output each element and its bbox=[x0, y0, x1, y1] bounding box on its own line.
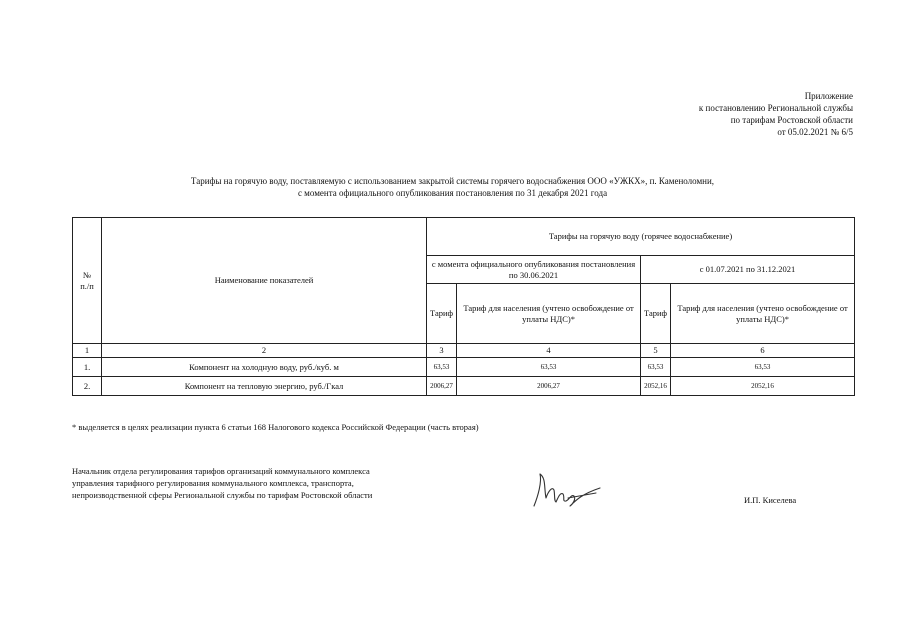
appendix-header bbox=[699, 90, 853, 138]
header-tariff-pop-text: Тариф для населения (учтено освобождение от уплаты НДС)* bbox=[677, 302, 848, 324]
position-line: непроизводственной сферы Региональной службы по тарифам Ростовской области bbox=[72, 490, 373, 500]
appendix-line: по тарифам Ростовской области bbox=[730, 115, 853, 125]
header-group bbox=[427, 218, 855, 256]
col-number: 3 bbox=[427, 344, 457, 358]
col-number: 5 bbox=[641, 344, 671, 358]
header-name-text: Наименование показателей bbox=[214, 275, 314, 285]
tariffs-table bbox=[72, 217, 855, 396]
title-line-2: с момента официального опубликования постановления по 31 декабря 2021 года bbox=[297, 188, 608, 198]
position-line: Начальник отдела регулирования тарифов организаций коммунального комплекса bbox=[72, 466, 370, 476]
header-period-2-text: с 01.07.2021 по 31.12.2021 bbox=[699, 264, 796, 274]
table-row bbox=[73, 377, 855, 396]
header-period-1 bbox=[427, 256, 641, 284]
row-value: 2006,27 bbox=[427, 377, 457, 396]
header-tariff-pop-1 bbox=[457, 284, 641, 344]
row-value: 63,53 bbox=[457, 358, 641, 377]
header-num bbox=[73, 218, 102, 344]
header-num-text: № п./п bbox=[80, 269, 94, 291]
document-title bbox=[0, 175, 905, 199]
header-group-text: Тарифы на горячую воду (горячее водоснабжение) bbox=[548, 231, 733, 241]
header-tariff-pop-text: Тариф для населения (учтено освобождение от уплаты НДС)* bbox=[463, 302, 634, 324]
signatory-position bbox=[72, 465, 372, 501]
header-tariff-1 bbox=[427, 284, 457, 344]
handwritten-signature bbox=[530, 468, 605, 510]
col-number: 1 bbox=[73, 344, 102, 358]
row-value: 2006,27 bbox=[457, 377, 641, 396]
col-number: 4 bbox=[457, 344, 641, 358]
header-tariff-text: Тариф bbox=[644, 308, 668, 318]
table-row bbox=[73, 358, 855, 377]
signer-name: И.П. Киселева bbox=[744, 495, 797, 505]
row-value: 63,53 bbox=[671, 358, 855, 377]
position-line: управления тарифного регулирования коммунального комплекса, транспорта, bbox=[72, 478, 354, 488]
row-value: 63,53 bbox=[641, 358, 671, 377]
row-value: 63,53 bbox=[427, 358, 457, 377]
row-name: Компонент на тепловую энергию, руб./Гкал bbox=[102, 377, 427, 396]
header-tariff-pop-2 bbox=[671, 284, 855, 344]
row-num: 1. bbox=[73, 358, 102, 377]
col-number: 6 bbox=[671, 344, 855, 358]
column-numbers-row bbox=[73, 344, 855, 358]
row-num: 2. bbox=[73, 377, 102, 396]
footnote: * выделяется в целях реализации пункта 6 статьи 168 Налогового кодекса Российской Федерации (часть вторая) bbox=[72, 422, 479, 432]
row-value: 2052,16 bbox=[671, 377, 855, 396]
header-tariff-2 bbox=[641, 284, 671, 344]
header-name bbox=[102, 218, 427, 344]
col-number: 2 bbox=[102, 344, 427, 358]
header-period-2 bbox=[641, 256, 855, 284]
appendix-line: от 05.02.2021 № 6/5 bbox=[777, 127, 853, 137]
appendix-line: Приложение bbox=[804, 91, 853, 101]
row-value: 2052,16 bbox=[641, 377, 671, 396]
appendix-line: к постановлению Региональной службы bbox=[698, 103, 853, 113]
title-line-1: Тарифы на горячую воду, поставляемую с использованием закрытой системы горячего водоснабжения ООО «УЖКХ», п. Каменоломни, bbox=[190, 176, 715, 186]
header-period-1-text: с момента официального опубликования постановления по 30.06.2021 bbox=[431, 258, 636, 280]
row-name: Компонент на холодную воду, руб./куб. м bbox=[102, 358, 427, 377]
header-tariff-text: Тариф bbox=[430, 308, 454, 318]
